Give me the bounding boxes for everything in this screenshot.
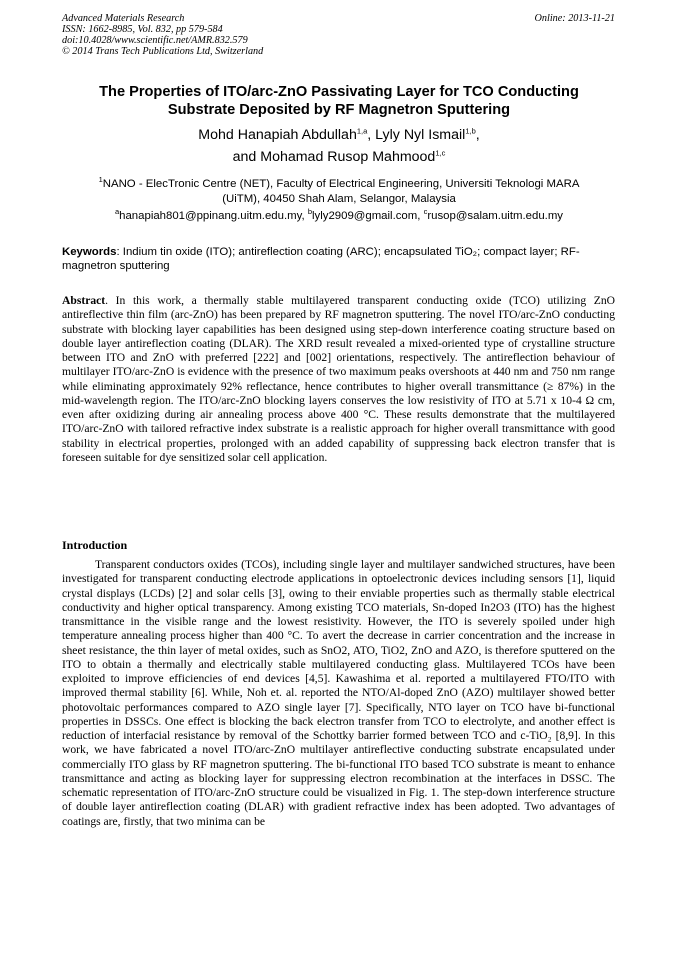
journal-doi[interactable]: doi:10.4028/www.scientific.net/AMR.832.579: [62, 35, 248, 46]
email-separator: ,: [417, 210, 424, 222]
journal-name: Advanced Materials Research: [62, 13, 185, 24]
author-line-2: [50, 146, 628, 168]
author-name: Lyly Nyl Ismail: [375, 127, 466, 143]
abstract-label: Abstract: [62, 294, 106, 307]
author-name: and Mohamad Rusop Mahmood: [232, 149, 436, 165]
copyright-line: © 2014 Trans Tech Publications Ltd, Switzerland: [62, 46, 264, 57]
author-separator: ,: [367, 127, 376, 143]
introduction-paragraph: Transparent conductors oxides (TCOs), including single layer and multilayer sandwiched structures, have been investigated for transparent conducting electrode applications in optoelectronic devices including sensors [1], liquid crystal displays (LCDs) [2] and solar cells [3], owing to their enviable properties such as thermally stable electrical conductivity and higher optical transparency. Among existing TCO materials, Sn-doped In2O3 (ITO) has the highest transmittance in the visible range and the lowest resistivity. However, the ITO is severely spoiled under high temperature annealing process higher than 400 °C. To avert the decrease in carrier concentration and the increase in sheet resistance, the thin layer of metal oxides, such as SnO2, ATO, TiO2, ZnO and AZO, is therefore sputtered on the ITO to obtain a thermally and electrically stable multilayered conducting glass. Multilayered TCOs have been exploited to improve efficiencies of end devices [4,5]. Kawashima et al. reported a multilayered FTO/ITO with improved thermal stability [6]. While, Noh et. al. reported the NTO/Al-doped ZnO (AZO) multilayer showed better photovoltaic performances compared to AZO single layer [7]. Specifically, NTO layer on TCO have bi-functional properties in DSSCs. One effect is blocking the back electron transfer from TCO to electrolyte, and another effect is reduction of interfacial resistance by removal of the Schottky barrier formed between TCO and c-TiO₂ [8,9]. In this work, we have fabricated a novel ITO/arc-ZnO multilayer antireflective conducting substrate encapsulated under commercially ITO glass by RF magnetron sputtering. The bi-functional ITO based TCO substrate is meant to enhance transmittance and acting as blocking layer for suppressing electron recombination at the interfaces in DSSC. The schematic representation of ITO/arc-ZnO structure could be visualized in Fig. 1. The step-down interference structure of double layer antireflection coating (DLAR) with gradient refractive index has been adopted. Two advantages of coatings are, firstly, that two minima can be: [62, 558, 615, 828]
affiliation: [50, 177, 628, 207]
author-line-1: [50, 124, 628, 146]
abstract-text: . In this work, a thermally stable multilayered transparent conducting oxide (TCO) utilizing ZnO antireflective thin film (arc-ZnO) has been prepared by RF magnetron sputtering. The novel ITO/arc-ZnO conducting substrate with blocking layer capabilities has been designed using step-down interference coating structure based on double layer antireflection coating (DLAR). The XRD result revealed a mixed-oriented type of crystalline structure between ITO and ZnO with preferred [222] and [002] orientations, respectively. The antireflection behaviour of multilayer ITO/arc-ZnO is evidence with the presence of two maximum peaks overshoots at 440 nm and 750 nm range while eliminating approximately 92% reflectance, hence contributes to higher overall transmittance (≥ 87%) in the mid-wavelength region. The ITO/arc-ZnO blocking layers conserves the low resistivity of ITO at 5.71 x 10-4 Ω cm, even after oxidizing during air annealing process above 400 °C. These results demonstrate that the multilayered ITO/arc-ZnO with tailored refractive index substrate is a realistic approach for higher overall transmittance with good stability in electrical properties, prolonged with an added capability of suppressing back electron transfer that is foreseen suitable for dye sensitized solar cell application.: [62, 294, 615, 464]
affiliation-text: NANO - ElecTronic Centre (NET), Faculty of Electrical Engineering, Universiti Teknologi MARA: [102, 178, 580, 190]
author-affiliation-mark: 1,a: [356, 126, 368, 136]
email-list: [50, 207, 628, 223]
title-line-2: Substrate Deposited by RF Magnetron Sputtering: [167, 102, 511, 118]
affiliation-line-2: (UiTM), 40450 Shah Alam, Selangor, Malaysia: [222, 193, 456, 205]
keywords-label: Keywords: [62, 246, 117, 258]
email-address[interactable]: hanapiah801@ppinang.uitm.edu.my: [119, 210, 302, 222]
email-address[interactable]: lyly2909@gmail.com: [312, 210, 418, 222]
section-heading: Introduction: [62, 538, 128, 552]
email-address[interactable]: rusop@salam.uitm.edu.my: [427, 210, 564, 222]
author-list: [50, 124, 628, 168]
affiliation-mark: 1: [98, 175, 103, 185]
author-separator: ,: [475, 127, 480, 143]
paper-title: [50, 83, 628, 119]
keywords: [62, 245, 615, 273]
author-name: Mohd Hanapiah Abdullah: [198, 127, 357, 143]
journal-issn: ISSN: 1662-8985, Vol. 832, pp 579-584: [62, 24, 223, 35]
author-affiliation-mark: 1,c: [435, 148, 446, 158]
email-mark: a: [114, 207, 120, 217]
title-line-1: The Properties of ITO/arc-ZnO Passivating Layer for TCO Conducting: [99, 84, 579, 100]
online-date: Online: 2013-11-21: [534, 13, 615, 24]
journal-header: [62, 13, 263, 57]
email-mark: c: [423, 207, 428, 217]
affiliation-line-1: [50, 177, 628, 192]
keywords-text: : Indium tin oxide (ITO); antireflection coating (ARC); encapsulated TiO₂; compact layer; RF-magnetron sputtering: [62, 246, 580, 272]
email-mark: b: [307, 207, 312, 217]
abstract: [62, 294, 615, 465]
author-affiliation-mark: 1,b: [465, 126, 476, 136]
email-separator: ,: [301, 210, 308, 222]
